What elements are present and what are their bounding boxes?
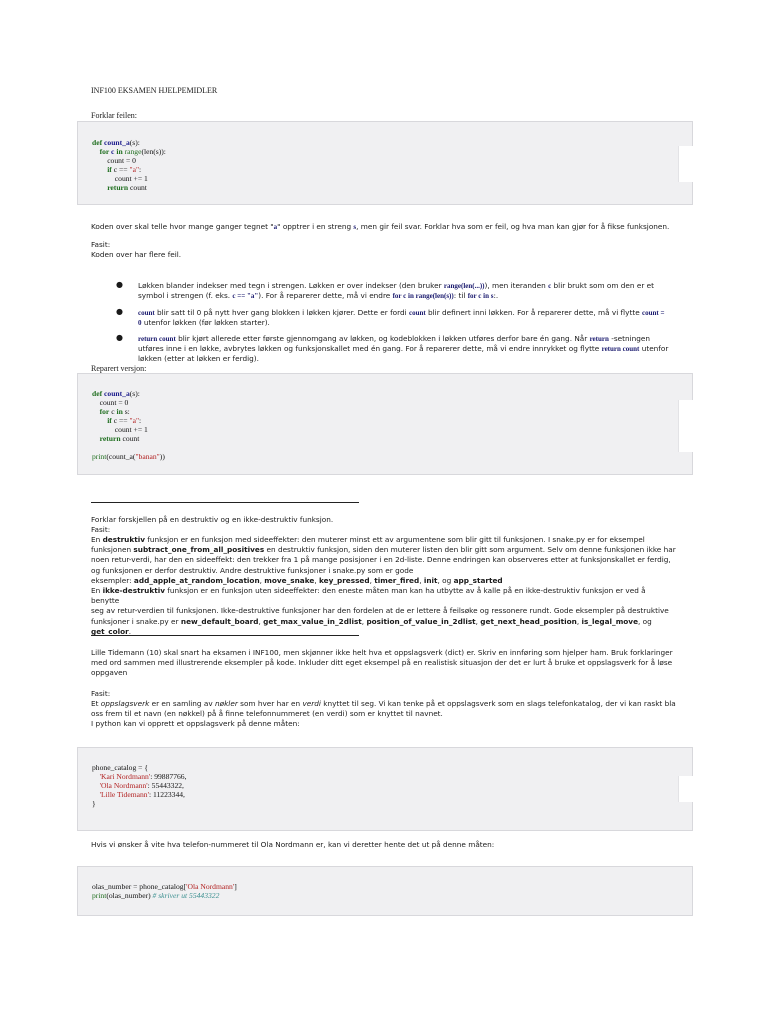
bullet-dot: ● bbox=[116, 280, 123, 289]
bullet-dot: ● bbox=[116, 333, 123, 342]
bullet-dot: ● bbox=[116, 307, 123, 316]
code-scroll-tab bbox=[678, 400, 693, 452]
divider bbox=[91, 635, 359, 636]
bullet-1: Løkken blander indekser med tegn i strengen. Løkken er over indekser (den bruker range(len(...))), men iteranden c blir brukt som om den er et symbol i strengen (f. eks. c == "a"). For å reparerer dette, må vi endre for c in range(len(s)): til for c in s:. bbox=[138, 281, 655, 301]
code-scroll-tab bbox=[678, 146, 693, 182]
q2-question: Forklar forskjellen på en destruktiv og en ikke-destruktiv funksjon. bbox=[91, 515, 334, 524]
q1-fasit-label: Fasit: bbox=[91, 240, 111, 249]
code-scroll-tab bbox=[678, 776, 693, 802]
code-content: olas_number = phone_catalog['Ola Nordmann'] print(olas_number) # skriver ut 55443322 bbox=[92, 882, 237, 900]
bullet-2: count blir satt til 0 på nytt hver gang blokken i løkken kjører. Dette er fordi count blir definert inni løkken. For å reparerer dette, må vi flytte count = 0 utenfor løkken (før løkken starter). bbox=[138, 308, 665, 328]
q2-fasit-label: Fasit: bbox=[91, 525, 111, 534]
q1-heading: Forklar feilen: bbox=[91, 111, 137, 120]
page-title: INF100 EKSAMEN HJELPEMIDLER bbox=[91, 86, 218, 95]
q2-answer: En destruktiv funksjon er en funksjon med sideeffekter: den muterer minst ett av argumentene som blir gitt til funksjonen. I snake.py er for eksempel funksjonen subtract_one_from_all_positives en destruktiv funksjon, siden den muterer listen den blir gitt som argument. Selv om denne funksjonen ikke har noen retur-verdi, har den en sideeffekt: den trekker fra 1 på mange posisjoner i en 2d-liste. Denne endringen kan observeres etter at funksjonskallet er ferdig, og funksjonen er derfor destruktiv. Andre destruktive funksjoner i snake.py som er gode eksempler: add_apple_at_random_location, move_snake, key_pressed, timer_fired, init, og app_started En ikke-destruktiv funksjon er en funksjon uten sideeffekter: den eneste måten man kan ha utbytte av å kalle på en ikke-destruktiv funksjon er ved å benytte seg av retur-verdien til funksjonen. Ikke-destruktive funksjoner har den fordelen at de er lettere å feilsøke og ressonere rundt. Gode eksempler på destruktive funksjoner i snake.py er new_default_board, get_max_value_in_2dlist, position_of_value_in_2dlist, get_next_head_position, is_legal_move, og get_color. bbox=[91, 535, 676, 636]
code-block-count-a bbox=[77, 121, 693, 205]
q3-lookup-text: Hvis vi ønsker å vite hva telefon-nummeret til Ola Nordmann er, kan vi deretter hente det ut på denne måten: bbox=[91, 840, 495, 849]
bullet-3: return count blir kjørt allerede etter første gjennomgang av løkken, og kodeblokken i løkken utføres derfor bare én gang. Når return -setningen utføres inne i en løkke, avbrytes løkken og funksjonskallet med én gang. For å reparerer dette, må vi endre innrykket og flytte return count utenfor løkken (etter at løkken er ferdig). bbox=[138, 334, 669, 364]
code-content: def count_a(s): count = 0 for c in s: if c == "a": count += 1 return count print(count_a("banan")) bbox=[92, 389, 165, 461]
q1-fasit-text: Koden over har flere feil. bbox=[91, 250, 182, 259]
q3-fasit-label: Fasit: bbox=[91, 689, 111, 698]
code-content: phone_catalog = { 'Kari Nordmann': 99887766, 'Ola Nordmann': 55443322, 'Lille Tidemann': 11223344, } bbox=[92, 763, 187, 808]
q3-question: Lille Tidemann (10) skal snart ha eksamen i INF100, men skjønner ikke helt hva et oppslagsverk (dict) er. Skriv en innføring som hjelper ham. Bruk forklaringer med ord sammen med illustrerende eksempler på kode. Inkluder ditt eget eksempel på en realistisk situasjon der det er lurt å bruke et oppslagsverk for å løse oppgaven bbox=[91, 648, 673, 678]
code-block-repaired bbox=[77, 373, 693, 475]
divider bbox=[91, 502, 359, 503]
code-block-lookup bbox=[77, 866, 693, 916]
q3-answer: Et oppslagsverk er en samling av nøkler som hver har en verdi knyttet til seg. Vi kan tenke på et oppslagsverk som en slags telefonkatalog, der vi kan raskt bla oss frem til et navn (en nøkkel) på å finne telefonnummeret (en verdi) som er knyttet til navnet. I python kan vi opprett et oppslagsverk på denne måten: bbox=[91, 699, 676, 729]
code-block-phone-catalog bbox=[77, 747, 693, 831]
q1-intro: Koden over skal telle hvor mange ganger tegnet "a" opptrer i en streng s, men gir feil svar. Forklar hva som er feil, og hva man kan gjør for å fikse funksjonen. bbox=[91, 222, 670, 231]
repaired-heading: Reparert versjon: bbox=[91, 364, 147, 373]
code-content: def count_a(s): for c in range(len(s)): count = 0 if c == "a": count += 1 return count bbox=[92, 138, 166, 192]
